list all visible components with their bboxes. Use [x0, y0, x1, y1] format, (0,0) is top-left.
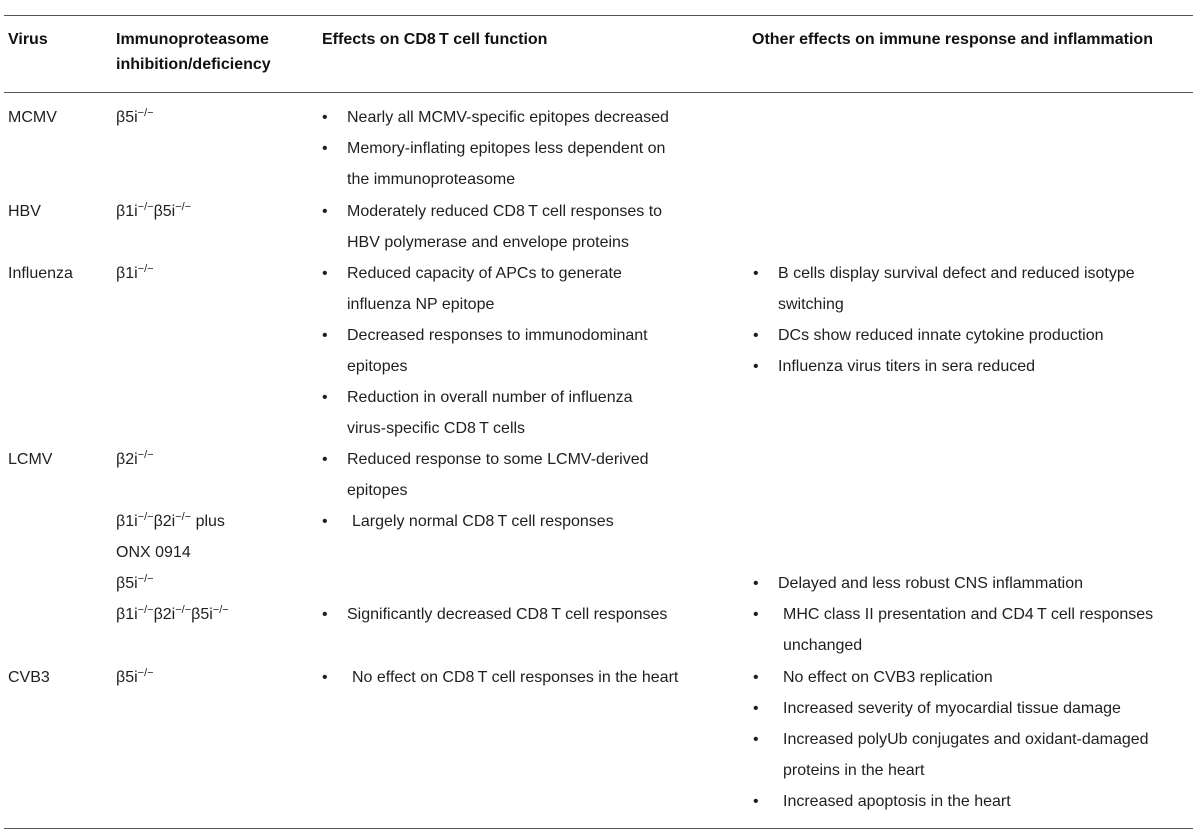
- row-influenza-cd8-item-2-line-2: epitopes: [347, 358, 408, 375]
- row-cvb3-other-item-3-line-1: Increased polyUb conjugates and oxidant-damaged: [783, 731, 1149, 748]
- row-lcmv-genotype-c: β5i−/−: [116, 573, 154, 592]
- header-immuno-line2: inhibition/deficiency: [116, 56, 271, 73]
- row-lcmv-genotype-a: β2i−/−: [116, 449, 154, 468]
- row-influenza-virus: Influenza: [8, 265, 73, 282]
- row-mcmv-genotype: β5i−/−: [116, 107, 154, 126]
- row-hbv-cd8-item-1-line-1: Moderately reduced CD8 T cell responses to: [347, 203, 663, 220]
- header-rule: [4, 92, 1193, 93]
- row-cvb3-other-item-3-line-2: proteins in the heart: [783, 762, 925, 779]
- header-immunoproteasome: [116, 27, 271, 77]
- row-hbv-cd8-item-1-line-2: HBV polymerase and envelope proteins: [347, 234, 629, 251]
- row-influenza-other-item-1-line-1: B cells display survival defect and reduced isotype: [778, 265, 1135, 282]
- row-lcmv-other-d-bullet-1: •: [753, 606, 759, 623]
- row-cvb3-cd8-item-1-line-1: No effect on CD8 T cell responses in the heart: [352, 669, 679, 686]
- row-lcmv-cd8-d-item-1-line-1: Significantly decreased CD8 T cell responses: [347, 606, 668, 623]
- row-mcmv-cd8-item-2-line-1: Memory-inflating epitopes less dependent on: [347, 140, 666, 157]
- row-hbv-virus: HBV: [8, 203, 41, 220]
- row-mcmv-cd8-bullet-2: •: [322, 140, 328, 157]
- row-lcmv-cd8-a-bullet-1: •: [322, 451, 328, 468]
- row-influenza-cd8-item-3-line-1: Reduction in overall number of influenza: [347, 389, 633, 406]
- row-influenza-genotype: β1i−/−: [116, 263, 154, 282]
- row-influenza-cd8-item-2-line-1: Decreased responses to immunodominant: [347, 327, 648, 344]
- row-lcmv-cd8-b-bullet-1: •: [322, 513, 328, 530]
- top-rule: [4, 15, 1193, 16]
- row-lcmv-cd8-d-bullet-1: •: [322, 606, 328, 623]
- row-lcmv-other-c-bullet-1: •: [753, 575, 759, 592]
- row-influenza-cd8-item-3-line-2: virus-specific CD8 T cells: [347, 420, 526, 437]
- row-cvb3-other-item-1-line-1: No effect on CVB3 replication: [783, 669, 993, 686]
- header-other-effects: Other effects on immune response and inflammation: [752, 31, 1153, 48]
- header-virus: Virus: [8, 31, 48, 48]
- row-lcmv-other-d-item-1-line-1: MHC class II presentation and CD4 T cell responses: [783, 606, 1154, 623]
- row-influenza-other-item-1-line-2: switching: [778, 296, 844, 313]
- row-cvb3-cd8-bullet-1: •: [322, 669, 328, 686]
- row-cvb3-other-bullet-2: •: [753, 700, 759, 717]
- row-influenza-other-item-2-line-1: DCs show reduced innate cytokine production: [778, 327, 1104, 344]
- row-lcmv-genotype-b: β1i−/−β2i−/− plus: [116, 511, 225, 530]
- row-mcmv-cd8-item-1-line-1: Nearly all MCMV-specific epitopes decreased: [347, 109, 669, 126]
- row-lcmv-cd8-b-item-1-line-1: Largely normal CD8 T cell responses: [352, 513, 614, 530]
- row-influenza-other-item-3-line-1: Influenza virus titers in sera reduced: [778, 358, 1036, 375]
- row-cvb3-other-item-4-line-1: Increased apoptosis in the heart: [783, 793, 1011, 810]
- row-lcmv-other-d-item-1-line-2: unchanged: [783, 637, 863, 654]
- row-lcmv-virus: LCMV: [8, 451, 53, 468]
- row-cvb3-other-bullet-1: •: [753, 669, 759, 686]
- row-mcmv-cd8-bullet-1: •: [322, 109, 328, 126]
- header-cd8-effects: Effects on CD8 T cell function: [322, 31, 548, 48]
- row-cvb3-other-bullet-4: •: [753, 793, 759, 810]
- row-mcmv-virus: MCMV: [8, 109, 57, 126]
- row-hbv-genotype: β1i−/−β5i−/−: [116, 201, 192, 220]
- row-lcmv-genotype-d: β1i−/−β2i−/−β5i−/−: [116, 604, 229, 623]
- row-hbv-cd8-bullet-1: •: [322, 203, 328, 220]
- row-lcmv-cd8-a-item-1-line-2: epitopes: [347, 482, 408, 499]
- row-influenza-cd8-item-1-line-1: Reduced capacity of APCs to generate: [347, 265, 622, 282]
- row-cvb3-virus: CVB3: [8, 669, 50, 686]
- row-influenza-other-bullet-1: •: [753, 265, 759, 282]
- row-influenza-cd8-bullet-2: •: [322, 327, 328, 344]
- header-immuno-line1: Immunoproteasome: [116, 31, 269, 48]
- row-influenza-other-bullet-3: •: [753, 358, 759, 375]
- row-influenza-cd8-item-1-line-2: influenza NP epitope: [347, 296, 495, 313]
- row-influenza-cd8-bullet-1: •: [322, 265, 328, 282]
- bottom-rule: [4, 828, 1193, 829]
- row-lcmv-cd8-a-item-1-line-1: Reduced response to some LCMV-derived: [347, 451, 649, 468]
- row-lcmv-genotype-b-line2: ONX 0914: [116, 544, 191, 561]
- row-influenza-cd8-bullet-3: •: [322, 389, 328, 406]
- row-cvb3-genotype: β5i−/−: [116, 667, 154, 686]
- row-cvb3-other-bullet-3: •: [753, 731, 759, 748]
- row-mcmv-cd8-item-2-line-2: the immunoproteasome: [347, 171, 516, 188]
- row-cvb3-other-item-2-line-1: Increased severity of myocardial tissue damage: [783, 700, 1121, 717]
- row-lcmv-other-c-item-1-line-1: Delayed and less robust CNS inflammation: [778, 575, 1084, 592]
- row-influenza-other-bullet-2: •: [753, 327, 759, 344]
